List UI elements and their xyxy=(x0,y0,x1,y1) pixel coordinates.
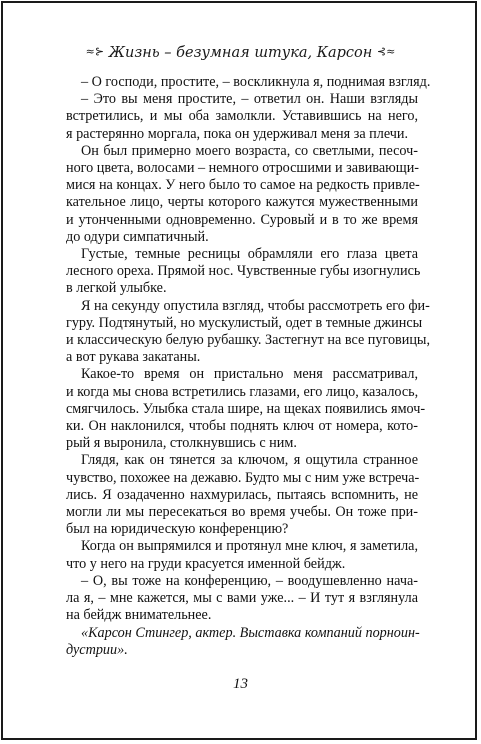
text-line: Густые, темные ресницы обрамляли его глаза цвета xyxy=(81,246,418,263)
text-line: в легкой улыбке. xyxy=(66,280,167,297)
text-line: до одури симпатичный. xyxy=(66,228,209,245)
text-line: ла я, – мне кажется, мы с вами уже... – И тут я взглянула xyxy=(66,590,418,607)
text-line: Я на секунду опустила взгляд, чтобы рассмотреть его фи- xyxy=(81,297,430,314)
text-line: я растерянно моргала, пока он удерживал меня за плечи. xyxy=(66,125,409,142)
text-line: – Это вы меня простите, – ответил он. Наши взгляды xyxy=(81,91,418,108)
text-line: – О, вы тоже на конференцию, – воодушевленно нача- xyxy=(81,572,418,589)
text-line: смягчилось. Улыбка стала шире, на щеках появились ямоч- xyxy=(66,400,426,417)
text-line: гуру. Подтянутый, но мускулистый, одет в темные джинсы xyxy=(66,314,423,331)
text-line: – О господи, простите, – воскликнула я, поднимая взгляд. xyxy=(81,74,431,90)
text-line: кательное лицо, черты которого кажутся мужественными xyxy=(66,194,418,211)
page-number: 13 xyxy=(233,676,248,692)
text-line: встретились, и мы оба замолкли. Уставившись на него, xyxy=(66,108,418,125)
ornament-right: ⊰≈ xyxy=(376,45,396,58)
text-line: ного цвета, волосами – немного отросшими и завивающи- xyxy=(66,160,420,177)
text-line: ки. Он наклонился, чтобы поднять ключ от номера, кото- xyxy=(66,418,418,435)
text-line: а вот рукава закатаны. xyxy=(66,349,201,366)
text-line: и когда мы снова встретились глазами, его лицо, казалось, xyxy=(66,383,419,400)
text-line: «Карсон Стингер, актер. Выставка компаний порноин- xyxy=(81,624,420,641)
text-line: Когда он выпрямился и протянул мне ключ, я заметила, xyxy=(81,538,418,555)
text-line: лесного ореха. Прямой нос. Чувственные губы изогнулись xyxy=(66,263,421,280)
text-line: что у него на груди красуется именной бейдж. xyxy=(66,555,346,572)
body-text xyxy=(66,74,431,659)
ornament-left: ≈⊱ xyxy=(85,45,105,58)
text-line: лись. Я озадаченно нахмурилась, пытаясь вспомнить, не xyxy=(66,486,418,503)
text-line: чувство, похожее на дежавю. Будто мы с ним уже встреча- xyxy=(66,469,420,486)
running-header xyxy=(0,45,481,61)
text-line: и утонченными одновременно. Суровый и в то же время xyxy=(66,211,418,228)
text-line: Какое-то время он пристально меня рассматривал, xyxy=(81,366,418,383)
book-title: Жизнь – безумная штука, Карсон xyxy=(108,45,373,61)
text-line: дустрии». xyxy=(66,641,128,658)
text-line: могли ли мы пересекаться во время учебы. Он тоже при- xyxy=(66,504,418,521)
text-line: был на юридическую конференцию? xyxy=(66,521,289,538)
text-line: и классическую белую рубашку. Застегнут на все пуговицы, xyxy=(66,332,430,349)
text-line: Глядя, как он тянется за ключом, я ощутила странное xyxy=(81,452,418,469)
text-line: рый я выронила, столкнувшись с ним. xyxy=(66,435,297,452)
text-line: мися на концах. У него было то самое на редкость привле- xyxy=(66,177,420,194)
text-line: Он был примерно моего возраста, со светлыми, песоч- xyxy=(81,142,418,159)
text-line: на бейдж внимательнее. xyxy=(66,607,212,624)
